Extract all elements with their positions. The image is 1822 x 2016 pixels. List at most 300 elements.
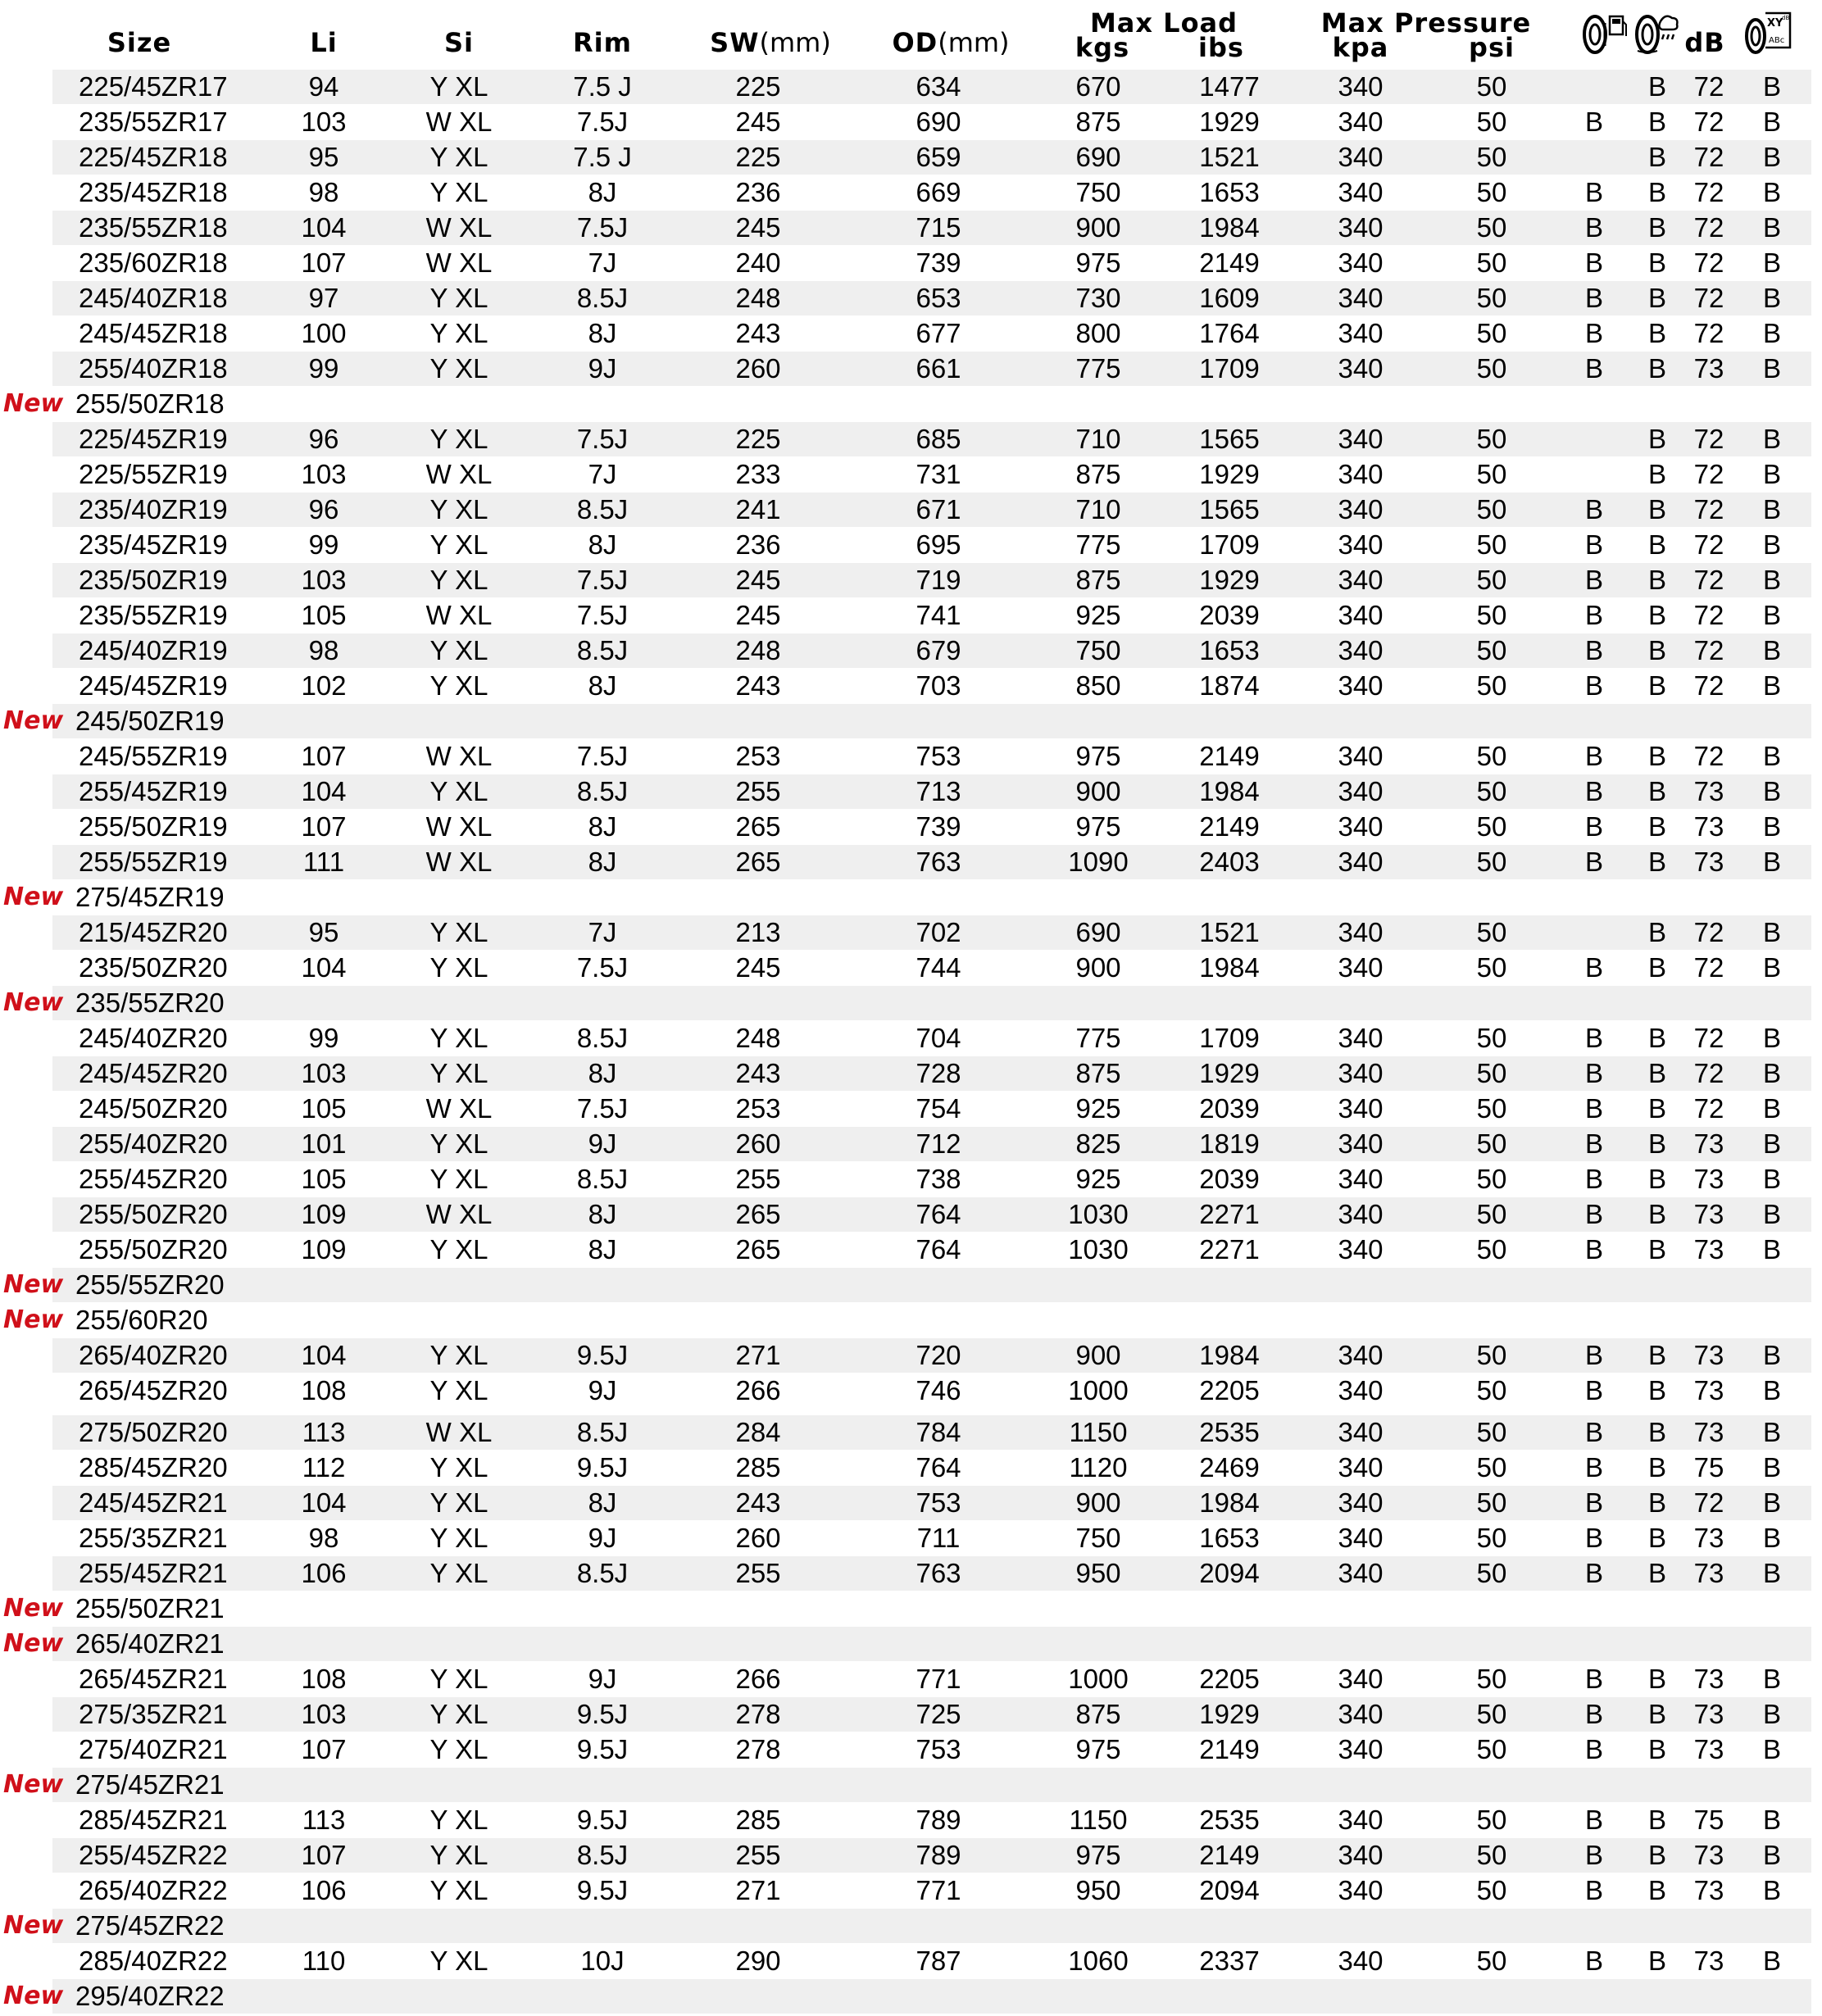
- cell-li: [275, 1591, 373, 1626]
- table-row: [0, 1838, 1822, 1873]
- cell-psi: 50: [1476, 811, 1507, 842]
- cell-size: 275/40ZR21: [79, 1734, 228, 1764]
- cell-fuel: B: [1584, 212, 1603, 243]
- cell-wet: B: [1647, 1340, 1666, 1370]
- cell-si: Y XL: [429, 71, 488, 102]
- cell-wet: [1633, 1268, 1682, 1302]
- cell-rim: 9.5J: [576, 1805, 629, 1835]
- cell-rim: 9J: [588, 353, 617, 384]
- cell-db: 72: [1693, 600, 1724, 630]
- cell-wet: B: [1647, 1093, 1666, 1124]
- cell-wet: B: [1647, 847, 1666, 877]
- cell-psi: 50: [1476, 494, 1507, 524]
- cell-ibs: 1653: [1199, 635, 1260, 665]
- cell-psi: 50: [1476, 177, 1507, 207]
- cell-sw: 213: [735, 917, 781, 947]
- cell-sw: 236: [735, 529, 781, 560]
- cell-si: Y XL: [429, 1523, 488, 1553]
- cell-fuel: B: [1584, 811, 1603, 842]
- header-od-unit: (mm): [938, 27, 1010, 58]
- cell-wet: B: [1647, 459, 1666, 489]
- cell-kgs: 750: [1075, 177, 1121, 207]
- cell-wet: B: [1647, 776, 1666, 806]
- cell-wet: [1633, 1627, 1682, 1661]
- cell-li: 95: [308, 142, 339, 172]
- cell-kpa: 340: [1338, 741, 1384, 771]
- cell-li: 103: [301, 1699, 347, 1729]
- cell-sw: 278: [735, 1699, 781, 1729]
- cell-size: 245/50ZR20: [79, 1093, 228, 1124]
- cell-sw: 245: [735, 600, 781, 630]
- cell-ibs: 1929: [1199, 1058, 1260, 1088]
- cell-psi: [1451, 1909, 1533, 1943]
- cell-wet: [1633, 1591, 1682, 1626]
- table-row: [0, 1697, 1822, 1732]
- cell-rim: 8J: [588, 1487, 617, 1518]
- cell-sw: [713, 1909, 803, 1943]
- cell-sw: 255: [735, 776, 781, 806]
- cell-kgs: 925: [1075, 1164, 1121, 1194]
- cell-sw: 266: [735, 1664, 781, 1694]
- cell-rim: 9.5J: [576, 1734, 629, 1764]
- cell-wet: B: [1647, 917, 1666, 947]
- cell-psi: 50: [1476, 1558, 1507, 1588]
- cell-si: Y XL: [429, 917, 488, 947]
- table-row: [0, 739, 1822, 774]
- cell-noise: B: [1762, 1128, 1781, 1159]
- cell-li: 107: [301, 247, 347, 278]
- header-od: [869, 27, 1033, 58]
- cell-size: 215/45ZR20: [79, 917, 228, 947]
- cell-rim: 8.5J: [576, 494, 629, 524]
- new-badge: New: [3, 1305, 64, 1334]
- cell-od: 713: [916, 776, 961, 806]
- cell-size: 275/45ZR22: [75, 1910, 225, 1941]
- cell-psi: [1451, 1303, 1533, 1337]
- new-badge: New: [3, 988, 64, 1017]
- cell-wet: B: [1647, 1234, 1666, 1265]
- cell-wet: B: [1647, 1840, 1666, 1870]
- cell-ibs: [1180, 1303, 1279, 1337]
- cell-psi: 50: [1476, 318, 1507, 348]
- cell-od: 763: [916, 1558, 961, 1588]
- cell-psi: 50: [1476, 1734, 1507, 1764]
- cell-li: 99: [308, 1023, 339, 1053]
- cell-si: Y XL: [429, 494, 488, 524]
- cell-od: [893, 1627, 984, 1661]
- cell-kgs: 710: [1075, 494, 1121, 524]
- cell-kpa: 340: [1338, 1375, 1384, 1405]
- cell-ibs: 1709: [1199, 529, 1260, 560]
- header-od-label: OD: [892, 27, 938, 58]
- cell-noise: B: [1762, 71, 1781, 102]
- cell-kpa: [1311, 1768, 1410, 1802]
- cell-wet: [1633, 986, 1682, 1020]
- cell-ibs: [1180, 704, 1279, 738]
- cell-psi: 50: [1476, 353, 1507, 384]
- cell-li: 113: [302, 1417, 346, 1447]
- cell-od: 702: [916, 917, 961, 947]
- cell-db: 73: [1693, 1199, 1724, 1229]
- cell-li: 98: [308, 177, 339, 207]
- cell-si: [406, 704, 512, 738]
- cell-ibs: 2205: [1199, 1664, 1260, 1694]
- cell-wet: B: [1647, 107, 1666, 137]
- cell-kgs: 900: [1075, 1340, 1121, 1370]
- cell-ibs: 2535: [1199, 1805, 1260, 1835]
- cell-fuel: B: [1584, 1340, 1603, 1370]
- cell-noise: B: [1762, 1487, 1781, 1518]
- cell-ibs: [1180, 880, 1279, 915]
- cell-kpa: 340: [1338, 177, 1384, 207]
- cell-sw: 285: [735, 1452, 781, 1482]
- cell-db: 72: [1693, 283, 1724, 313]
- cell-si: Y XL: [429, 142, 488, 172]
- cell-kpa: 340: [1338, 212, 1384, 243]
- cell-noise: B: [1762, 1840, 1781, 1870]
- cell-od: 634: [916, 71, 961, 102]
- cell-rim: 8.5J: [576, 1840, 629, 1870]
- cell-rim: 8J: [588, 318, 617, 348]
- noise-icon-db: dB: [1782, 15, 1790, 21]
- cell-kgs: [1049, 1909, 1147, 1943]
- cell-kpa: 340: [1338, 1452, 1384, 1482]
- cell-psi: [1451, 387, 1533, 421]
- cell-wet: B: [1647, 1164, 1666, 1194]
- header-kpa: kpa: [1332, 32, 1389, 63]
- cell-size: 255/50ZR20: [79, 1234, 228, 1265]
- cell-rim: 9J: [588, 1664, 617, 1694]
- cell-rim: 8.5J: [576, 1558, 629, 1588]
- cell-fuel: [1570, 1591, 1619, 1626]
- cell-od: 763: [916, 847, 961, 877]
- cell-kgs: 1030: [1068, 1234, 1129, 1265]
- cell-kpa: 340: [1338, 635, 1384, 665]
- cell-rim: 7J: [588, 917, 617, 947]
- cell-size: 245/45ZR19: [79, 670, 228, 701]
- cell-psi: [1451, 1979, 1533, 2014]
- cell-rim: 8.5J: [576, 635, 629, 665]
- cell-kpa: [1311, 387, 1410, 421]
- cell-kgs: [1049, 704, 1147, 738]
- cell-rim: [549, 704, 656, 738]
- cell-ibs: [1180, 387, 1279, 421]
- cell-noise: B: [1762, 1946, 1781, 1976]
- cell-db: 73: [1693, 1664, 1724, 1694]
- cell-sw: [713, 986, 803, 1020]
- cell-sw: 255: [735, 1164, 781, 1194]
- cell-li: 98: [308, 1523, 339, 1553]
- cell-kgs: 925: [1075, 1093, 1121, 1124]
- cell-kgs: 775: [1075, 1023, 1121, 1053]
- cell-wet: B: [1647, 1375, 1666, 1405]
- cell-li: 96: [308, 494, 339, 524]
- cell-size: 275/45ZR19: [75, 882, 225, 912]
- cell-noise: B: [1762, 1199, 1781, 1229]
- cell-psi: 50: [1476, 247, 1507, 278]
- cell-ibs: 2271: [1199, 1199, 1260, 1229]
- cell-kpa: 340: [1338, 318, 1384, 348]
- new-badge: New: [3, 1770, 64, 1799]
- new-badge: New: [3, 883, 64, 911]
- cell-ibs: 1819: [1199, 1128, 1260, 1159]
- cell-li: 94: [308, 71, 339, 102]
- cell-fuel: B: [1584, 1058, 1603, 1088]
- cell-size: 255/50ZR18: [75, 388, 225, 419]
- cell-fuel: B: [1584, 741, 1603, 771]
- header-rim: Rim: [573, 27, 632, 58]
- cell-rim: 8J: [588, 1234, 617, 1265]
- table-row: [0, 140, 1822, 175]
- cell-size: 265/40ZR21: [75, 1628, 225, 1659]
- cell-noise: B: [1762, 917, 1781, 947]
- cell-si: Y XL: [429, 565, 488, 595]
- cell-si: Y XL: [429, 670, 488, 701]
- cell-li: 101: [301, 1128, 347, 1159]
- cell-size: 265/45ZR20: [79, 1375, 228, 1405]
- cell-ibs: 2094: [1199, 1558, 1260, 1588]
- cell-sw: 265: [735, 1199, 781, 1229]
- cell-db: [1680, 1268, 1738, 1302]
- cell-db: 72: [1693, 424, 1724, 454]
- cell-noise: B: [1762, 1452, 1781, 1482]
- cell-ibs: 2149: [1199, 1840, 1260, 1870]
- cell-fuel: B: [1584, 600, 1603, 630]
- cell-kgs: 975: [1075, 247, 1121, 278]
- cell-od: 704: [916, 1023, 961, 1053]
- cell-wet: B: [1647, 283, 1666, 313]
- cell-li: [275, 1627, 373, 1661]
- table-row: [0, 1374, 1822, 1408]
- cell-size: 285/40ZR22: [79, 1946, 228, 1976]
- cell-si: [406, 1979, 512, 2014]
- cell-noise: B: [1762, 283, 1781, 313]
- cell-psi: 50: [1476, 459, 1507, 489]
- cell-li: 107: [301, 1734, 347, 1764]
- cell-noise: [1747, 1303, 1797, 1337]
- cell-fuel: B: [1584, 1523, 1603, 1553]
- cell-kgs: 850: [1075, 670, 1121, 701]
- table-row: [0, 1803, 1822, 1837]
- cell-ibs: 1709: [1199, 1023, 1260, 1053]
- cell-si: W XL: [425, 212, 493, 243]
- cell-fuel: B: [1584, 1452, 1603, 1482]
- cell-rim: 9J: [588, 1523, 617, 1553]
- cell-od: 738: [916, 1164, 961, 1194]
- cell-ibs: [1180, 1268, 1279, 1302]
- cell-sw: [713, 1627, 803, 1661]
- cell-db: 72: [1693, 741, 1724, 771]
- cell-noise: B: [1762, 1058, 1781, 1088]
- cell-ibs: 1565: [1199, 424, 1260, 454]
- cell-kgs: [1049, 1591, 1147, 1626]
- cell-sw: 241: [735, 494, 781, 524]
- cell-si: W XL: [425, 1093, 493, 1124]
- cell-ibs: 1929: [1199, 1699, 1260, 1729]
- cell-kgs: 875: [1075, 459, 1121, 489]
- table-row: [0, 598, 1822, 633]
- cell-psi: 50: [1476, 1093, 1507, 1124]
- cell-psi: 50: [1476, 1340, 1507, 1370]
- cell-noise: B: [1762, 1664, 1781, 1694]
- cell-fuel: B: [1584, 635, 1603, 665]
- cell-kpa: 340: [1338, 1234, 1384, 1265]
- cell-size: 295/40ZR22: [75, 1981, 225, 2011]
- cell-psi: 50: [1476, 283, 1507, 313]
- table-row: [0, 1486, 1822, 1520]
- cell-size: 255/50ZR21: [75, 1593, 225, 1623]
- cell-kpa: [1311, 1979, 1410, 2014]
- cell-wet: [1633, 387, 1682, 421]
- cell-rim: 8.5J: [576, 1164, 629, 1194]
- cell-si: Y XL: [429, 1375, 488, 1405]
- cell-ibs: 1984: [1199, 1340, 1260, 1370]
- cell-ibs: 1929: [1199, 459, 1260, 489]
- header-size: Size: [107, 27, 172, 58]
- cell-noise: B: [1762, 565, 1781, 595]
- cell-kpa: 340: [1338, 1805, 1384, 1835]
- cell-sw: 265: [735, 1234, 781, 1265]
- cell-li: 104: [301, 952, 347, 983]
- table-row: [0, 1127, 1822, 1161]
- cell-kpa: 340: [1338, 283, 1384, 313]
- cell-db: 72: [1693, 1093, 1724, 1124]
- cell-noise: B: [1762, 1234, 1781, 1265]
- cell-kgs: 825: [1075, 1128, 1121, 1159]
- cell-noise: B: [1762, 776, 1781, 806]
- cell-od: [893, 387, 984, 421]
- cell-kpa: 340: [1338, 1523, 1384, 1553]
- cell-li: [275, 704, 373, 738]
- cell-rim: 7.5J: [576, 600, 629, 630]
- cell-kgs: 975: [1075, 1734, 1121, 1764]
- cell-wet: B: [1647, 1058, 1666, 1088]
- cell-db: [1680, 1979, 1738, 2014]
- cell-ibs: 2149: [1199, 811, 1260, 842]
- cell-size: 255/45ZR22: [79, 1840, 228, 1870]
- cell-rim: 9J: [588, 1128, 617, 1159]
- cell-si: Y XL: [429, 1128, 488, 1159]
- cell-wet: [1633, 704, 1682, 738]
- cell-od: 715: [916, 212, 961, 243]
- cell-rim: 8.5J: [576, 1417, 629, 1447]
- cell-kgs: 925: [1075, 600, 1121, 630]
- cell-noise: B: [1762, 811, 1781, 842]
- cell-rim: 7J: [588, 459, 617, 489]
- cell-ibs: 1521: [1199, 142, 1260, 172]
- cell-noise: B: [1762, 107, 1781, 137]
- cell-size: 255/45ZR21: [79, 1558, 228, 1588]
- cell-noise: B: [1762, 142, 1781, 172]
- cell-fuel: B: [1584, 1375, 1603, 1405]
- cell-kpa: [1311, 1909, 1410, 1943]
- cell-od: 741: [916, 600, 961, 630]
- cell-noise: B: [1762, 1375, 1781, 1405]
- cell-ibs: 2149: [1199, 741, 1260, 771]
- cell-psi: 50: [1476, 952, 1507, 983]
- cell-od: 731: [916, 459, 961, 489]
- cell-rim: [549, 1768, 656, 1802]
- cell-db: 72: [1693, 494, 1724, 524]
- cell-db: 73: [1693, 353, 1724, 384]
- cell-si: Y XL: [429, 1234, 488, 1265]
- cell-od: [893, 1979, 984, 2014]
- cell-size: 245/45ZR21: [79, 1487, 228, 1518]
- cell-fuel: [1570, 1909, 1619, 1943]
- cell-wet: B: [1647, 1664, 1666, 1694]
- cell-fuel: [1570, 422, 1619, 456]
- cell-li: [275, 1909, 373, 1943]
- table-row: [0, 1979, 1822, 2014]
- cell-ibs: 1984: [1199, 776, 1260, 806]
- cell-fuel: B: [1584, 1093, 1603, 1124]
- cell-fuel: B: [1584, 1734, 1603, 1764]
- cell-si: [406, 1268, 512, 1302]
- cell-kpa: 340: [1338, 776, 1384, 806]
- cell-od: 653: [916, 283, 961, 313]
- cell-noise: B: [1762, 1734, 1781, 1764]
- cell-rim: 9.5J: [576, 1875, 629, 1905]
- cell-size: 255/50ZR20: [79, 1199, 228, 1229]
- cell-ibs: 2337: [1199, 1946, 1260, 1976]
- noise-icon-abc: ABc: [1769, 36, 1785, 45]
- cell-ibs: 1929: [1199, 107, 1260, 137]
- cell-od: 771: [916, 1664, 961, 1694]
- cell-noise: B: [1762, 847, 1781, 877]
- cell-kgs: 875: [1075, 1699, 1121, 1729]
- cell-size: 275/45ZR21: [75, 1769, 225, 1800]
- cell-noise: B: [1762, 1699, 1781, 1729]
- cell-wet: B: [1647, 142, 1666, 172]
- cell-noise: B: [1762, 1023, 1781, 1053]
- cell-kpa: 340: [1338, 1734, 1384, 1764]
- cell-kgs: 900: [1075, 952, 1121, 983]
- cell-db: 73: [1693, 1946, 1724, 1976]
- cell-db: 73: [1693, 776, 1724, 806]
- cell-ibs: 1984: [1199, 952, 1260, 983]
- cell-kgs: 950: [1075, 1558, 1121, 1588]
- cell-db: 72: [1693, 212, 1724, 243]
- cell-kpa: [1311, 1268, 1410, 1302]
- cell-kpa: [1311, 1591, 1410, 1626]
- cell-fuel: [1570, 387, 1619, 421]
- cell-li: [275, 1979, 373, 2014]
- table-row: [0, 1233, 1822, 1267]
- table-row: [0, 1909, 1822, 1943]
- cell-sw: 285: [735, 1805, 781, 1835]
- cell-od: 712: [916, 1128, 961, 1159]
- cell-ibs: 1653: [1199, 1523, 1260, 1553]
- table-row: [0, 845, 1822, 879]
- cell-rim: 10J: [580, 1946, 625, 1976]
- cell-li: 103: [301, 459, 347, 489]
- new-badge: New: [3, 706, 64, 735]
- cell-psi: 50: [1476, 1058, 1507, 1088]
- table-row: [0, 316, 1822, 351]
- cell-psi: 50: [1476, 71, 1507, 102]
- cell-od: 764: [916, 1199, 961, 1229]
- cell-sw: [713, 704, 803, 738]
- cell-li: 103: [301, 565, 347, 595]
- cell-fuel: [1570, 1268, 1619, 1302]
- table-row: [0, 1627, 1822, 1661]
- cell-fuel: B: [1584, 107, 1603, 137]
- cell-psi: 50: [1476, 847, 1507, 877]
- cell-li: 99: [308, 353, 339, 384]
- cell-sw: 248: [735, 1023, 781, 1053]
- cell-od: 690: [916, 107, 961, 137]
- cell-od: 679: [916, 635, 961, 665]
